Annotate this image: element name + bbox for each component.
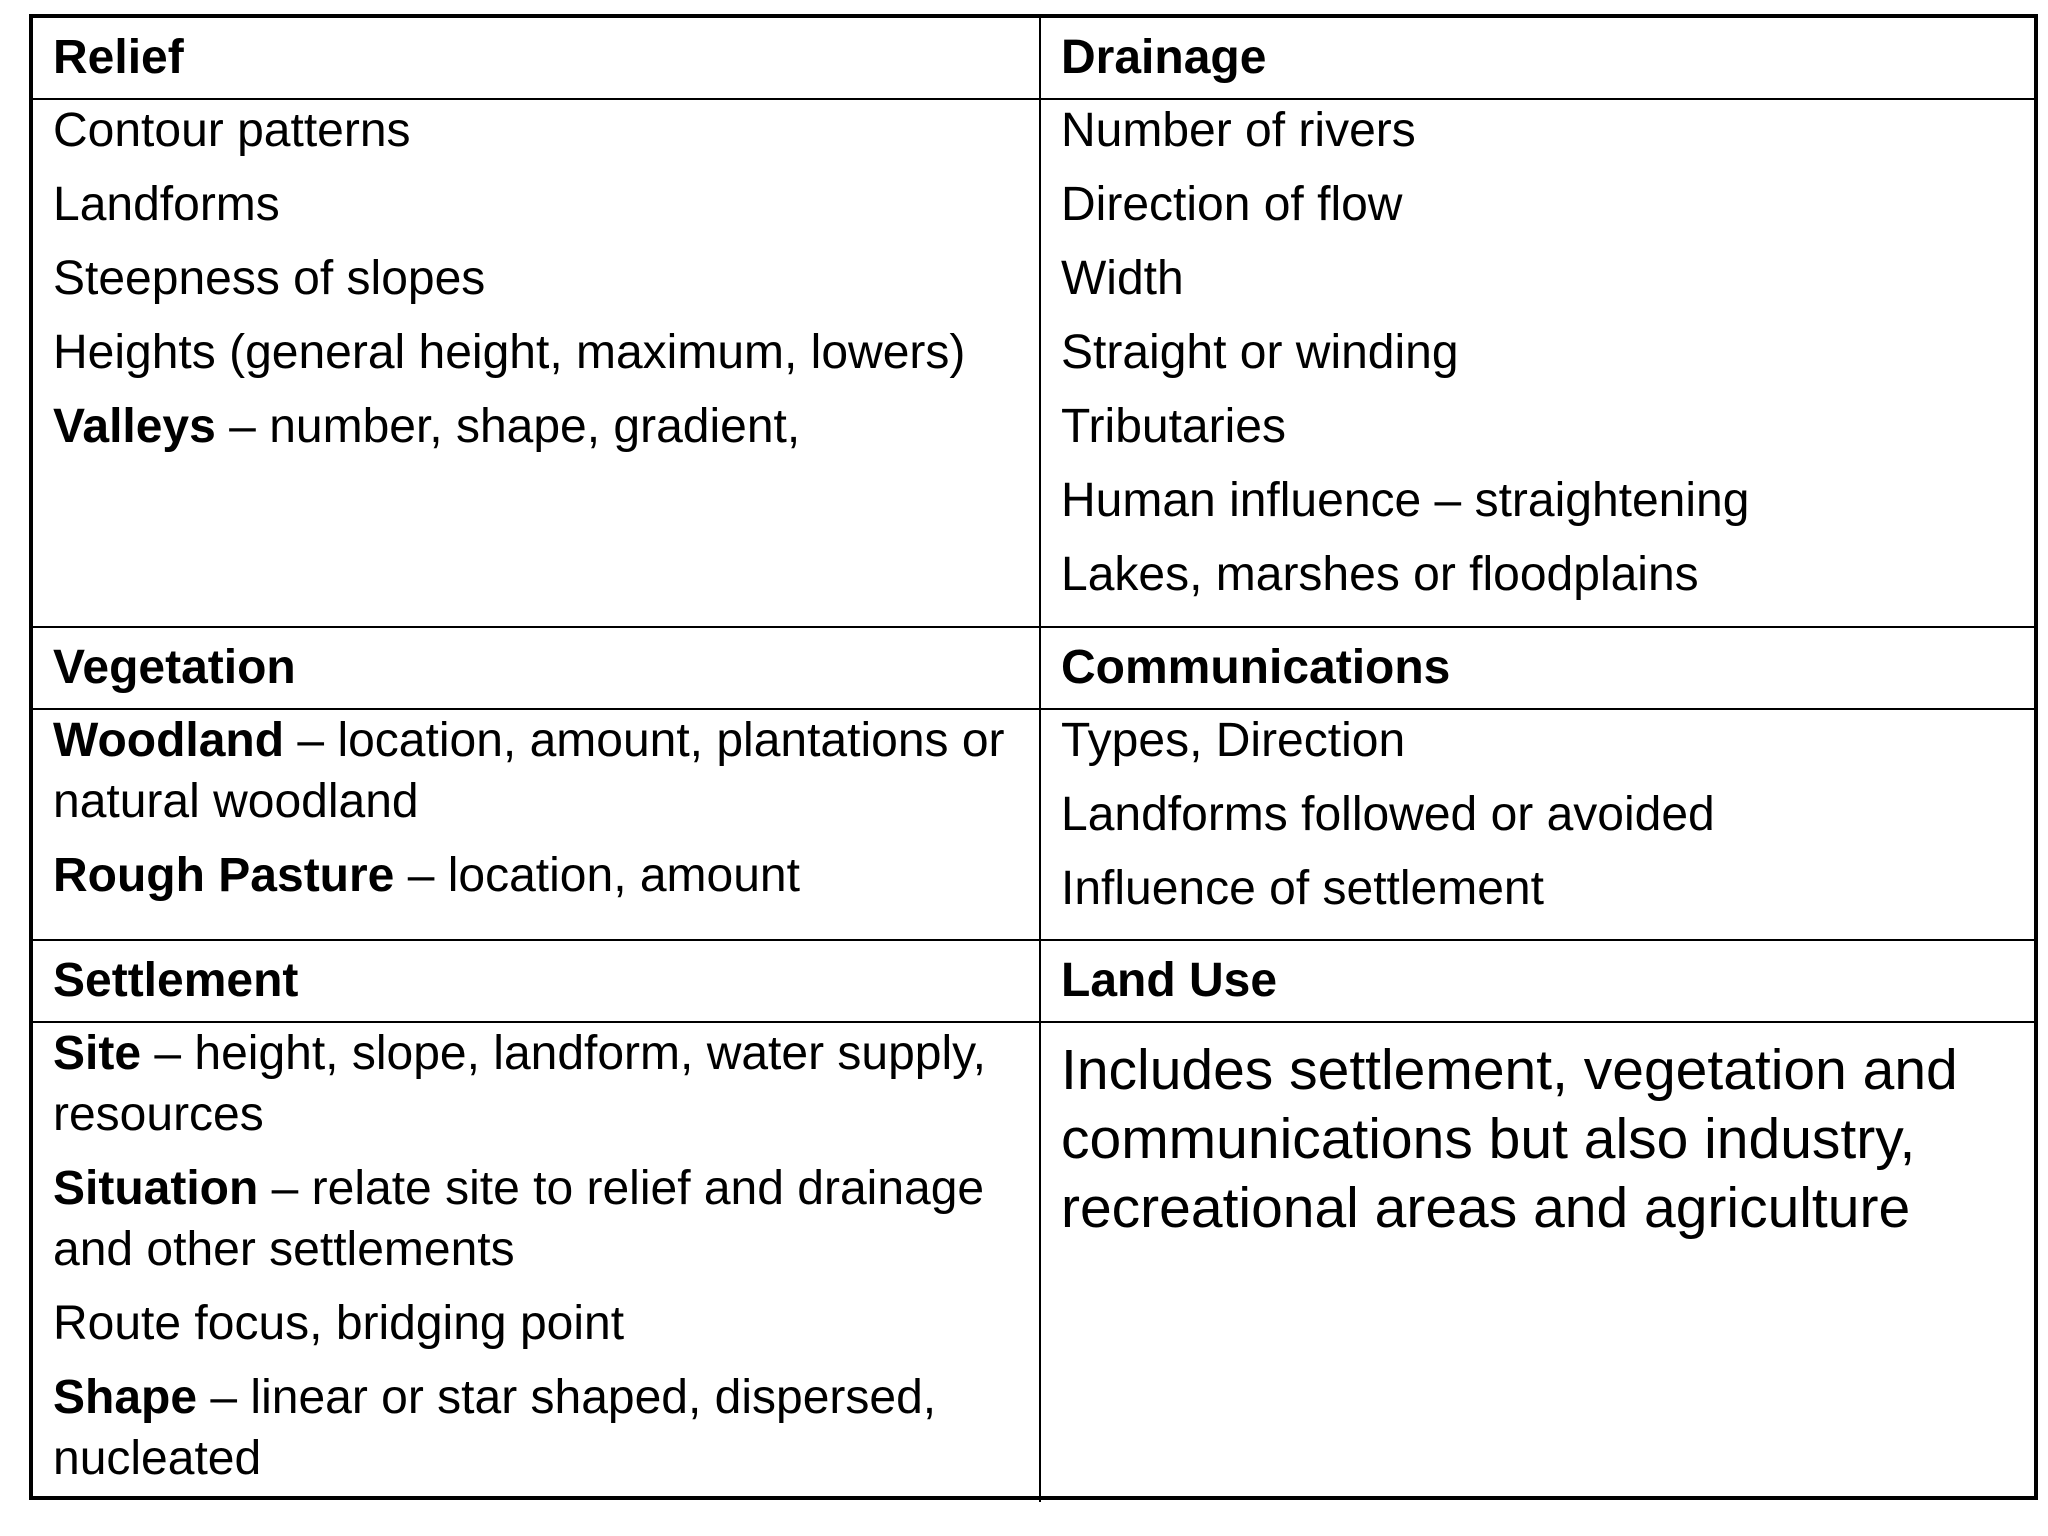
drainage-cell xyxy=(1040,99,2034,627)
shape-item xyxy=(53,1367,1019,1489)
communications-item: Landforms followed or avoided xyxy=(1061,788,1715,841)
drainage-item: Number of rivers xyxy=(1061,104,1416,157)
relief-item: Heights (general height, maximum, lowers) xyxy=(53,326,966,379)
vegetation-heading: Vegetation xyxy=(33,627,1040,709)
communications-heading: Communications xyxy=(1040,627,2034,709)
drainage-item: Human influence – straightening xyxy=(1061,474,1750,527)
relief-item: Contour patterns xyxy=(53,104,411,157)
header-row-3 xyxy=(33,940,2034,1022)
valleys-label: Valleys xyxy=(53,400,216,453)
land-use-heading: Land Use xyxy=(1040,940,2034,1022)
situation-label: Situation xyxy=(53,1162,259,1215)
drainage-item: Width xyxy=(1061,252,1184,305)
drainage-item: Tributaries xyxy=(1061,400,1286,453)
rough-pasture-detail: – location, amount xyxy=(394,849,800,902)
site-label: Site xyxy=(53,1027,142,1080)
content-row-3 xyxy=(33,1022,2034,1502)
shape-label: Shape xyxy=(53,1371,198,1424)
route-focus-item: Route focus, bridging point xyxy=(53,1297,625,1350)
shape-detail: – linear or star shaped, dispersed, nucleated xyxy=(53,1371,937,1485)
relief-valleys-item xyxy=(53,396,1019,457)
valleys-detail: – number, shape, gradient, xyxy=(215,400,801,453)
woodland-detail: – location, amount, plantations or natural woodland xyxy=(53,714,1005,828)
relief-item: Landforms xyxy=(53,178,280,231)
communications-cell xyxy=(1040,709,2034,940)
relief-cell xyxy=(33,99,1040,627)
relief-item: Steepness of slopes xyxy=(53,252,486,305)
communications-item: Influence of settlement xyxy=(1061,862,1544,915)
content-row-1 xyxy=(33,99,2034,627)
situation-item xyxy=(53,1158,1019,1280)
rough-pasture-label: Rough Pasture xyxy=(53,849,395,902)
header-row-1 xyxy=(33,18,2034,99)
drainage-item: Direction of flow xyxy=(1061,178,1403,231)
land-use-cell xyxy=(1040,1022,2034,1502)
drainage-item: Lakes, marshes or floodplains xyxy=(1061,548,1699,601)
relief-heading: Relief xyxy=(33,18,1040,99)
settlement-heading: Settlement xyxy=(33,940,1040,1022)
content-row-2 xyxy=(33,709,2034,940)
vegetation-cell xyxy=(33,709,1040,940)
settlement-cell xyxy=(33,1022,1040,1502)
site-item xyxy=(53,1023,1019,1145)
features-table-frame xyxy=(29,14,2038,1500)
map-features-table xyxy=(33,18,2034,1502)
drainage-item: Straight or winding xyxy=(1061,326,1459,379)
header-row-2 xyxy=(33,627,2034,709)
drainage-heading: Drainage xyxy=(1040,18,2034,99)
situation-detail: – relate site to relief and drainage and other settlements xyxy=(53,1162,985,1276)
site-detail: – height, slope, landform, water supply, resources xyxy=(53,1027,986,1141)
communications-item: Types, Direction xyxy=(1061,714,1406,767)
woodland-label: Woodland xyxy=(53,714,285,767)
rough-pasture-item xyxy=(53,845,1019,906)
land-use-text: Includes settlement, vegetation and communications but also industry, recreational areas and agriculture xyxy=(1061,1038,1958,1240)
woodland-item xyxy=(53,710,1019,832)
